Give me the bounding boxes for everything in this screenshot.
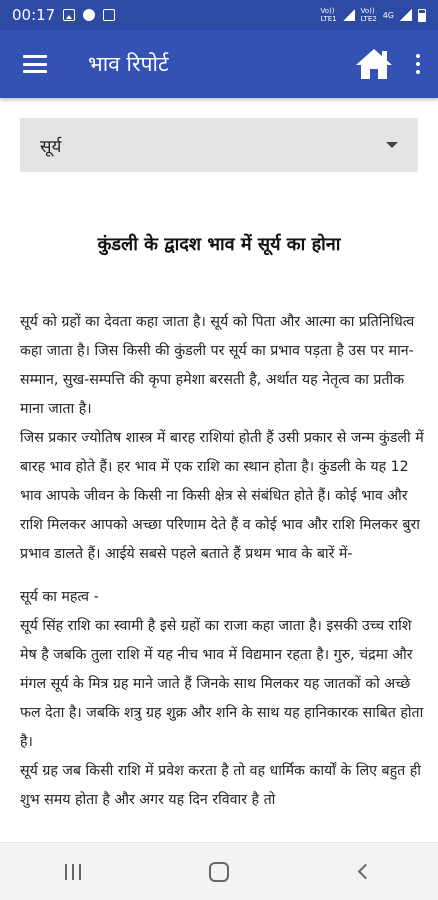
article-paragraph: जिस प्रकार ज्योतिष शास्त्र में बारह राशियां होती हैं उसी प्रकार से जन्म कुंडली में बारह भाव होते हैं। हर भाव में एक राशि का स्थान होता है। कुंडली के यह 12 भाव आपके जीवन के किसी ना किसी क्षेत्र से संबंधित होते हैं। कोई भाव और राशि मिलकर आपको अच्छा परिणाम देते हैं व कोई भाव और राशि मिलकर बुरा प्रभाव डालते हैं। आईये सबसे पहले बताते हैं प्रथम भाव के बारें में- — [20, 430, 424, 562]
planet-select-value: सूर्य — [40, 136, 62, 157]
recent-apps-button[interactable] — [43, 848, 103, 896]
dropdown-arrow-icon — [386, 142, 398, 148]
back-icon — [357, 864, 373, 880]
home-button[interactable] — [350, 40, 398, 88]
sim1-indicator: Vo)) LTE1 — [320, 7, 337, 23]
planet-select[interactable] — [20, 118, 418, 172]
back-button[interactable] — [335, 848, 395, 896]
signal-icon-2 — [400, 9, 412, 21]
signal-icon — [343, 9, 355, 21]
hamburger-menu-icon — [23, 55, 47, 73]
more-vert-icon — [416, 54, 420, 74]
home-icon — [354, 47, 394, 81]
nav-home-button[interactable] — [189, 848, 249, 896]
battery-icon — [418, 9, 426, 22]
app-title: भाव रिपोर्ट — [88, 52, 169, 76]
status-time: 00:17 — [12, 6, 56, 24]
menu-button[interactable] — [0, 30, 70, 98]
sim2-indicator: Vo)) LTE2 — [360, 7, 377, 23]
article-paragraph: सूर्य ग्रह जब किसी राशि में प्रवेश करता है तो वह धार्मिक कार्यों के लिए बहुत ही शुभ समय होता है और अगर यह दिन रविवार है तो — [20, 763, 421, 808]
article-heading: कुंडली के द्वादश भाव में सूर्य का होना — [97, 234, 341, 255]
article-paragraph: सूर्य सिंह राशि का स्वामी है इसे ग्रहों का राजा कहा जाता है। इसकी उच्च राशि मेष है जबकि तुला राशि में यह नीच भाव में विद्यमान रहता है। गुरु, चंद्रमा और मंगल सूर्य के मित्र ग्रह माने जाते हैं जिनके साथ मिलकर यह जातकों को अच्छे फल देता है। जबकि शत्रु ग्रह शुक्र और शनि के साथ यह हानिकारक साबित होता है। — [20, 618, 424, 750]
article-subheading: सूर्य का महत्व - — [20, 589, 99, 605]
status-bar — [0, 0, 438, 30]
article-paragraph: सूर्य को ग्रहों का देवता कहा जाता है। सूर्य को पिता और आत्मा का प्रतिनिधित्व कहा जाता है। जिस किसी की कुंडली पर सूर्य का प्रभाव पड़ता है उस पर मान-सम्मान, सुख-सम्पत्ति की कृपा हमेशा बरसती है, अर्थात यह नेतृत्व का प्रतीक माना जाता है। — [20, 314, 415, 417]
more-options-button[interactable] — [398, 30, 438, 98]
system-nav-bar — [0, 842, 438, 900]
task-notification-icon — [103, 9, 115, 21]
gallery-notification-icon — [63, 9, 75, 21]
messenger-notification-icon — [83, 9, 95, 21]
nav-home-icon — [209, 862, 229, 882]
article-body — [20, 308, 424, 815]
recent-apps-icon — [65, 864, 81, 880]
app-bar — [0, 30, 438, 98]
network-type: 4G — [382, 10, 394, 20]
